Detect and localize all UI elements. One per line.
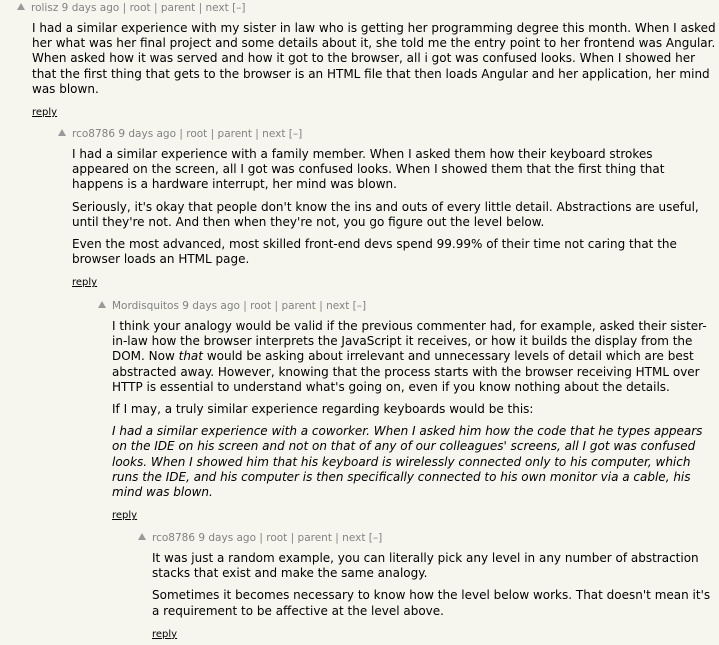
comment-paragraph (112, 319, 715, 395)
root-link[interactable]: root (186, 128, 208, 140)
comment-author[interactable]: rco8786 (152, 532, 196, 544)
root-link[interactable]: root (129, 2, 151, 14)
comment-header: rco8786 9 days ago | root | parent | next [–] (0, 127, 719, 141)
comment (0, 127, 719, 291)
comment-age[interactable]: 9 days ago (118, 128, 177, 140)
next-link[interactable]: next [–] (342, 532, 383, 544)
comment-paragraph: Sometimes it becomes necessary to know how the level below works. That doesn't mean it's a requirement to be affective at the level above. (152, 588, 711, 618)
reply-link[interactable]: reply (152, 628, 178, 640)
comment-age[interactable]: 9 days ago (61, 2, 120, 14)
comment-author[interactable]: rco8786 (72, 128, 116, 140)
root-link[interactable]: root (250, 300, 272, 312)
next-link[interactable]: next [–] (262, 128, 303, 140)
reply-link[interactable]: reply (112, 510, 138, 522)
parent-link[interactable]: parent (217, 128, 252, 140)
parent-link[interactable]: parent (297, 532, 332, 544)
next-link[interactable]: next [–] (205, 2, 246, 14)
comment-age[interactable]: 9 days ago (182, 300, 240, 312)
comment-paragraph: If I may, a truly similar experience regarding keyboards would be this: (112, 402, 534, 417)
upvote-arrow-icon[interactable] (58, 129, 66, 136)
comment-body (32, 21, 717, 120)
comment-age[interactable]: 9 days ago (198, 532, 257, 544)
comment (0, 531, 719, 642)
comment-body (112, 319, 715, 523)
comment-paragraph: I had a similar experience with a family member. When I asked them how their keyboard strokes appeared on the screen, all I got was confused looks. When I showed them that the first thing that happens is a hardware interrupt, her mind was blown. (72, 147, 665, 192)
comment-text: would be asking about irrelevant and unnecessary levels of detail which are best abstracted away. However, knowing that the process starts with the browser receiving HTML over HTTP is essential to understand what's going on, even if you know nothing about the details. (112, 349, 700, 394)
comment-paragraph: Even the most advanced, most skilled front-end devs spend 99.99% of their time not caring that the browser loads an HTML page. (72, 237, 677, 267)
comment-paragraph: I had a similar experience with my sister in law who is getting her programming degree this month. When I asked her what was her final project and some details about it, she told me the entry point to her frontend was Angular. When asked how it was served and how it got to the browser, all i got was confused looks. When I showed her that the first thing that gets to the browser is an HTML file that then loads Angular and her application, her mind was blown. (32, 21, 716, 96)
comment (0, 1, 719, 120)
comment-author[interactable]: rolisz (31, 2, 59, 14)
comment-header: rco8786 9 days ago | root | parent | next [–] (0, 531, 719, 545)
root-link[interactable]: root (266, 532, 288, 544)
comment (0, 299, 719, 523)
parent-link[interactable]: parent (160, 2, 196, 14)
comment-author[interactable]: Mordisquitos (112, 300, 179, 312)
comment-header: Mordisquitos 9 days ago | root | parent | next [–] (0, 299, 719, 313)
upvote-arrow-icon[interactable] (17, 3, 25, 10)
comment-paragraph-italic: I had a similar experience with a coworker. When I asked him how the code that he types appears on the IDE on his screen and not on that of any of our colleagues' screens, all I got was confused looks. When I showed him that his keyboard is wirelessly connected only to his computer, which runs the IDE, and his computer is then specifically connected to his own monitor via a cable, his mind was blown. (112, 424, 703, 500)
next-link[interactable]: next [–] (326, 300, 367, 312)
parent-link[interactable]: parent (281, 300, 316, 312)
comment-paragraph: Seriously, it's okay that people don't know the ins and outs of every little detail. Abstractions are useful, until they're not. And then when they're not, you go figure out the level below. (72, 199, 699, 229)
upvote-arrow-icon[interactable] (98, 301, 106, 308)
reply-link[interactable]: reply (32, 107, 58, 119)
comment-text: I think your analogy would be valid if the previous commenter had, for example, asked their sister-in-law how the browser interprets the JavaScript it receives, or how it builds the display from the DOM. Now (112, 319, 707, 364)
comment-header: rolisz 9 days ago | root | parent | next [–] (0, 1, 719, 15)
comment-paragraph: It was just a random example, you can literally pick any level in any number of abstraction stacks that exist and make the same analogy. (152, 551, 699, 581)
comment-body (72, 147, 712, 291)
upvote-arrow-icon[interactable] (138, 533, 146, 540)
comment-body (152, 551, 717, 642)
emphasis-text: that (178, 349, 203, 364)
reply-link[interactable]: reply (72, 277, 98, 289)
